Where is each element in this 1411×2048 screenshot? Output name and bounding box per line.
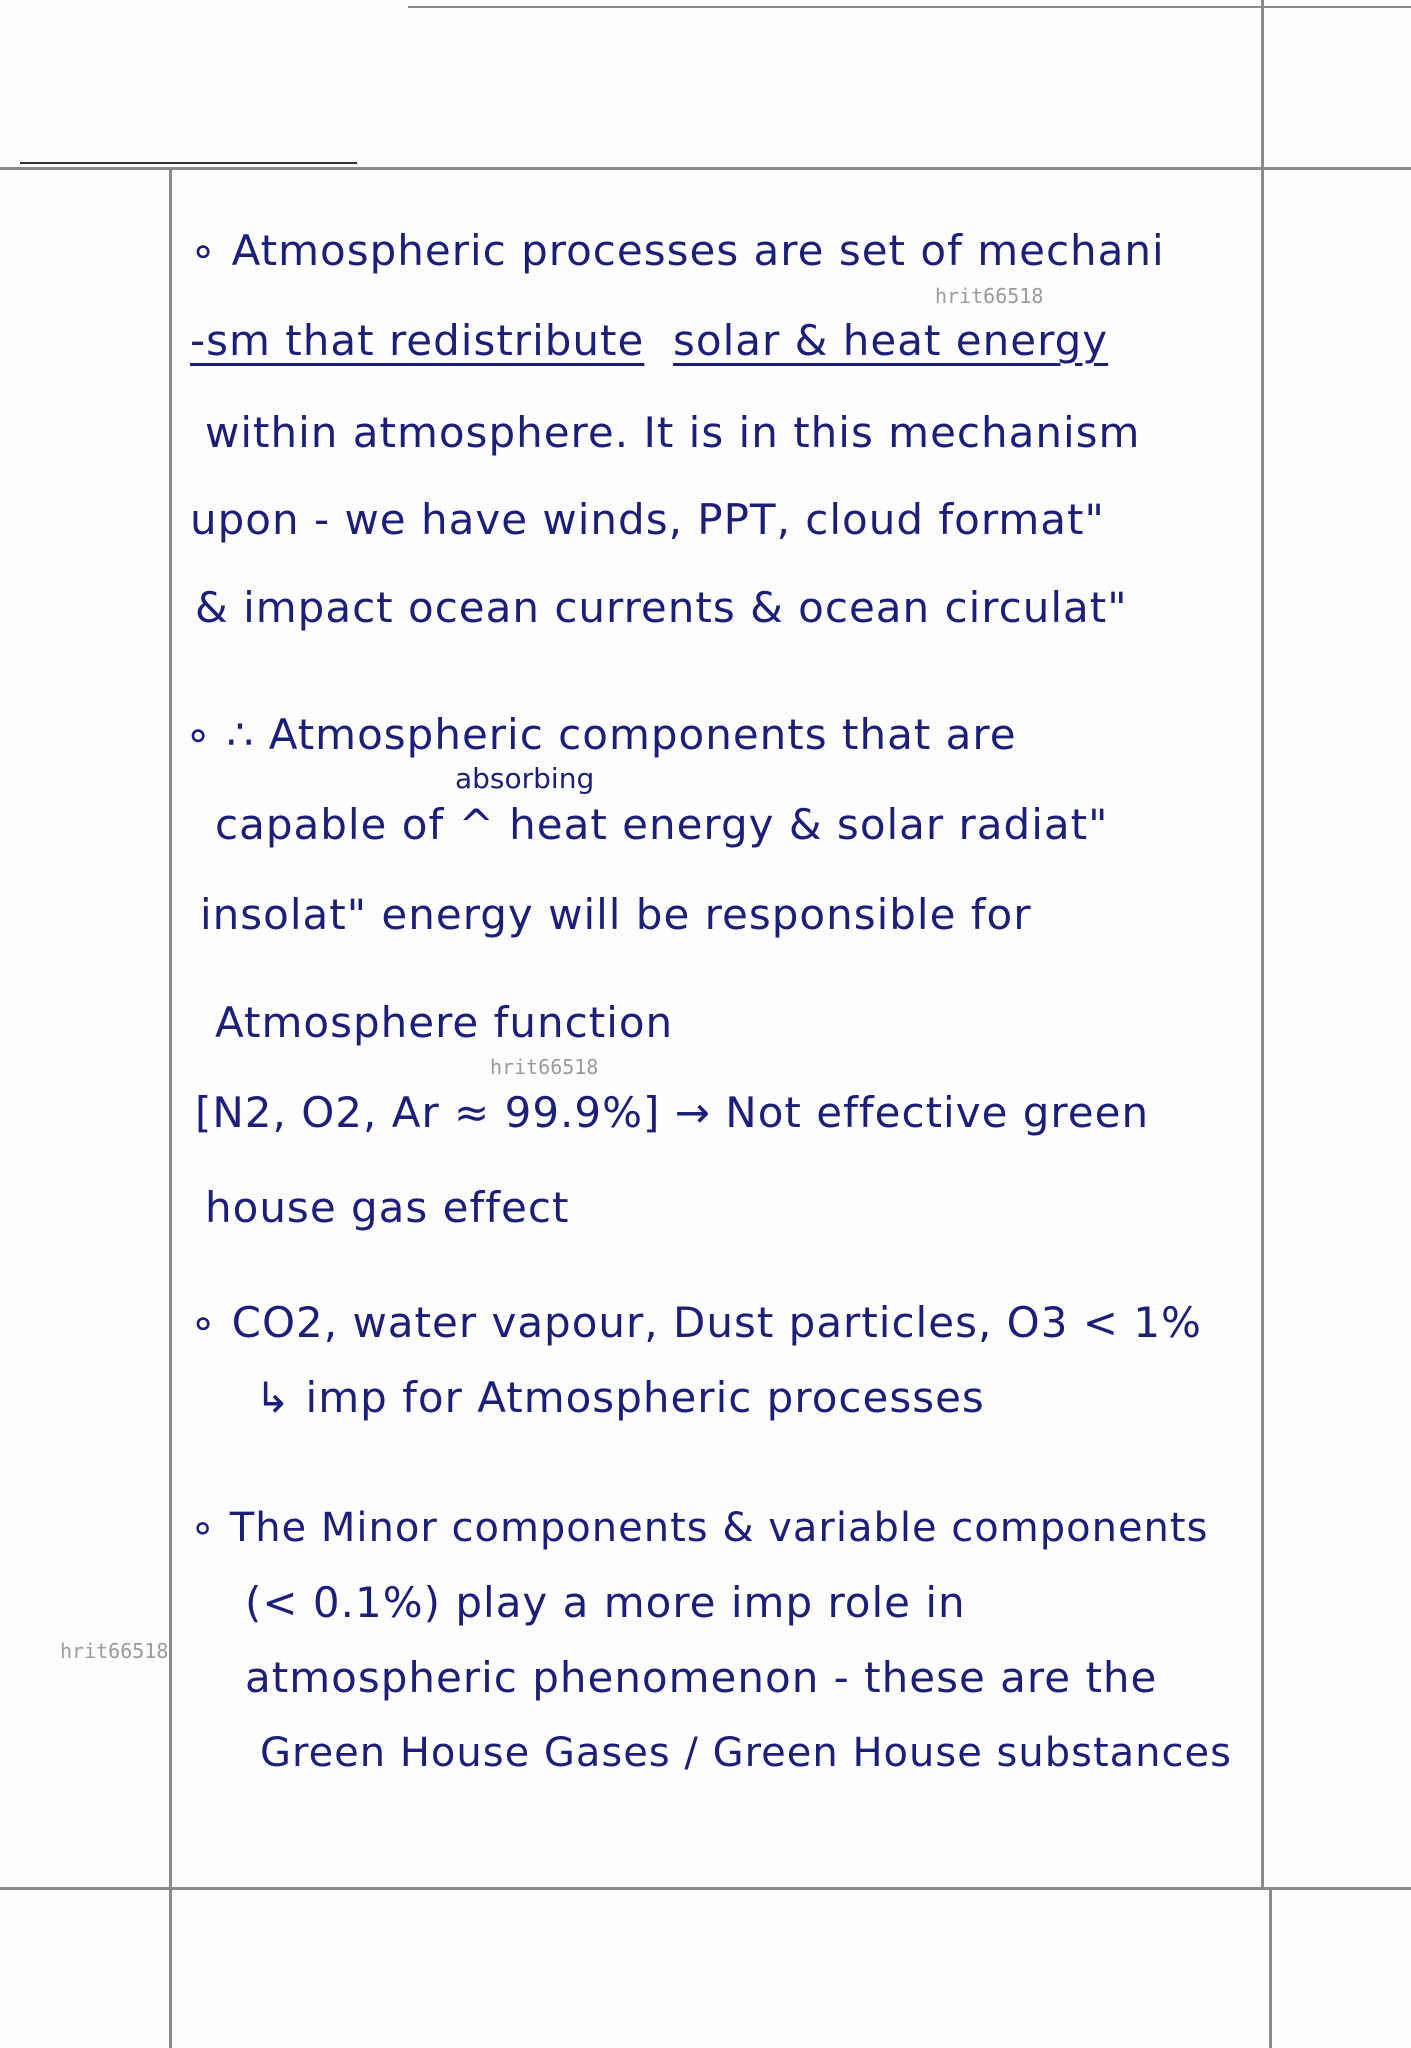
short-rule	[20, 162, 357, 164]
note-line: capable of ^ heat energy & solar radiat"	[215, 800, 1109, 849]
note-line: ∘ ∴ Atmospheric components that are	[185, 710, 1017, 759]
watermark: hrit66518	[60, 1639, 169, 1663]
note-line: [N2, O2, Ar ≈ 99.9%] → Not effective green	[195, 1088, 1150, 1137]
right-margin-line	[1261, 0, 1264, 1890]
note-line: & impact ocean currents & ocean circulat"	[195, 583, 1128, 632]
note-line: upon - we have winds, PPT, cloud format"	[190, 495, 1105, 544]
underlined-text: -sm that redistribute	[190, 316, 645, 365]
note-line: Green House Gases / Green House substances	[260, 1730, 1232, 1776]
underlined-text: solar & heat energy	[673, 316, 1109, 365]
watermark: hrit66518	[490, 1055, 599, 1079]
note-line: ∘ CO2, water vapour, Dust particles, O3 < 1%	[190, 1298, 1202, 1347]
note-line: insolat" energy will be responsible for	[200, 890, 1032, 939]
header-rule	[0, 167, 1411, 170]
bottom-right-line	[1269, 1887, 1272, 2048]
note-line: Atmosphere function	[215, 998, 674, 1047]
note-line	[190, 318, 1108, 364]
note-line: ∘ The Minor components & variable components	[190, 1505, 1209, 1551]
watermark: hrit66518	[935, 284, 1044, 308]
note-line: within atmosphere. It is in this mechanism	[205, 408, 1141, 457]
insertion-note: absorbing	[455, 762, 595, 795]
note-line: atmospheric phenomenon - these are the	[245, 1653, 1158, 1702]
note-line: ↳ imp for Atmospheric processes	[255, 1373, 985, 1422]
bottom-rule	[0, 1887, 1411, 1890]
note-line: ∘ Atmospheric processes are set of mechani	[190, 226, 1165, 275]
note-line: (< 0.1%) play a more imp role in	[245, 1578, 966, 1627]
margin-line	[169, 167, 172, 2048]
note-line: house gas effect	[205, 1183, 570, 1232]
